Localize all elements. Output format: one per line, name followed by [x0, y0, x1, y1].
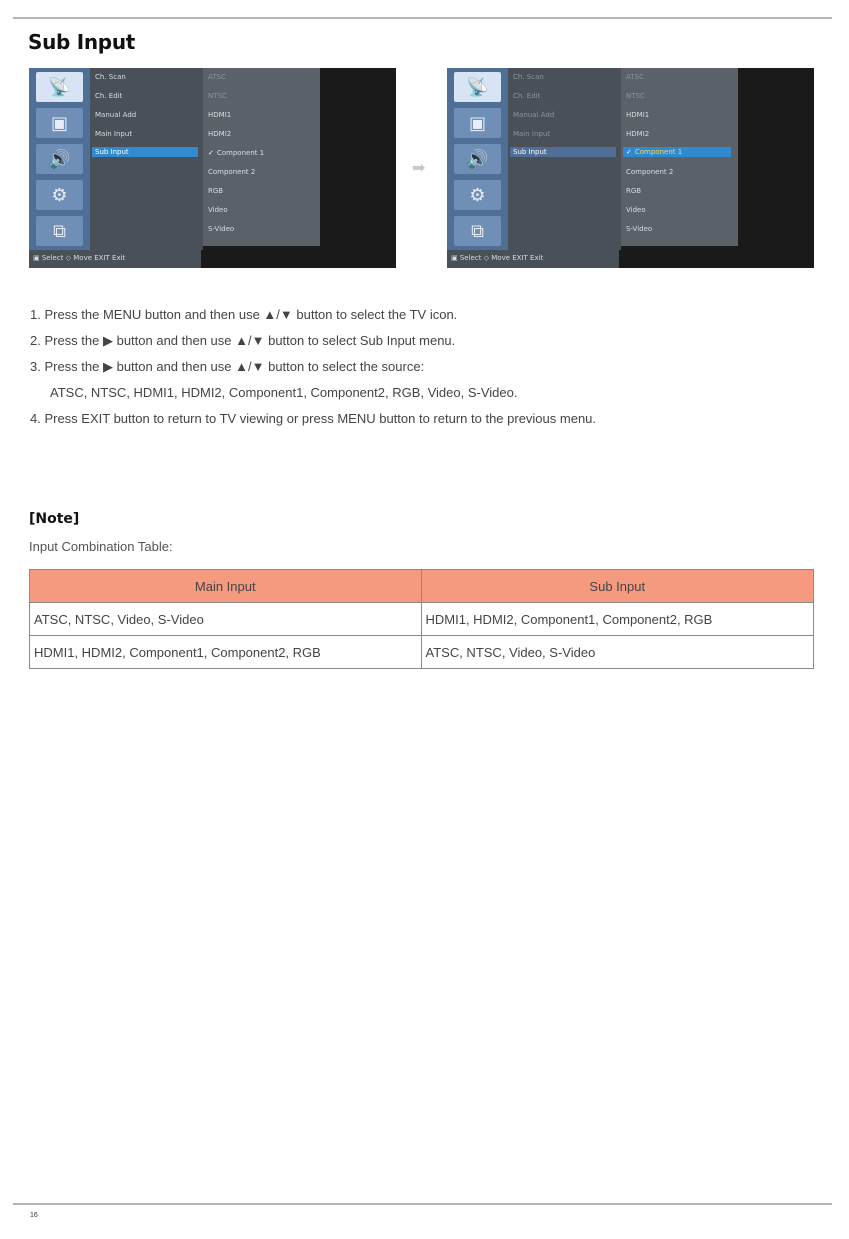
menu-icon-column — [447, 68, 508, 250]
source-hdmi2: HDMI2 — [626, 130, 650, 138]
note-subtitle: Input Combination Table: — [29, 539, 173, 554]
step-3: 3. Press the ▶ button and then use ▲/▼ button to select the source: — [30, 359, 425, 374]
settings-icon: ⚙ — [36, 180, 83, 210]
table-cell: ATSC, NTSC, Video, S-Video — [30, 603, 422, 636]
source-atsc: ATSC — [626, 73, 644, 81]
menu-item-ch-edit: Ch. Edit — [95, 92, 123, 100]
antenna-icon: 📡 — [454, 72, 501, 102]
table-row — [30, 636, 814, 669]
sound-icon: 🔊 — [36, 144, 83, 174]
menu-item-sub-input: Sub Input — [92, 147, 198, 157]
menu-screenshot-after — [447, 68, 814, 268]
source-video: Video — [208, 206, 228, 214]
menu-item-sub-input: Sub Input — [510, 147, 616, 157]
step-1: 1. Press the MENU button and then use ▲/▼ button to select the TV icon. — [30, 307, 458, 322]
page-title: Sub Input — [28, 30, 136, 54]
source-component2: Component 2 — [626, 168, 674, 176]
menu-item-ch-edit: Ch. Edit — [513, 92, 541, 100]
step-2: 2. Press the ▶ button and then use ▲/▼ button to select Sub Input menu. — [30, 333, 456, 348]
source-video: Video — [626, 206, 646, 214]
step-4: 4. Press EXIT button to return to TV viewing or press MENU button to return to the previous menu. — [30, 411, 597, 426]
antenna-icon: 📡 — [36, 72, 83, 102]
menu-help-bar: ▣ Select ◇ Move EXIT Exit — [29, 250, 201, 268]
instruction-steps — [30, 302, 596, 432]
source-component1: ✓ Component 1 — [623, 147, 731, 157]
picture-icon: ▣ — [454, 108, 501, 138]
bottom-rule — [13, 1203, 832, 1205]
tv-submenu — [508, 68, 621, 250]
menu-item-ch-scan: Ch. Scan — [95, 73, 126, 81]
step-3-sources: ATSC, NTSC, HDMI1, HDMI2, Component1, Component2, RGB, Video, S-Video. — [50, 385, 518, 400]
pip-icon: ⧉ — [36, 216, 83, 246]
source-ntsc: NTSC — [208, 92, 227, 100]
menu-screenshot-before — [29, 68, 396, 268]
table-cell: HDMI1, HDMI2, Component1, Component2, RGB — [30, 636, 422, 669]
input-combination-table — [29, 569, 814, 669]
source-hdmi1: HDMI1 — [626, 111, 650, 119]
source-list — [203, 68, 320, 246]
check-icon: ✓ — [626, 148, 632, 156]
settings-icon: ⚙ — [454, 180, 501, 210]
source-atsc: ATSC — [208, 73, 226, 81]
menu-help-bar: ▣ Select ◇ Move EXIT Exit — [447, 250, 619, 268]
source-hdmi1: HDMI1 — [208, 111, 232, 119]
menu-item-manual-add: Manual Add — [95, 111, 137, 119]
table-cell: ATSC, NTSC, Video, S-Video — [421, 636, 814, 669]
note-heading: [Note] — [29, 511, 80, 527]
source-s-video: S-Video — [208, 225, 235, 233]
menu-item-main-input: Main Input — [95, 130, 133, 138]
header-sub-input: Sub Input — [421, 570, 814, 603]
table-cell: HDMI1, HDMI2, Component1, Component2, RGB — [421, 603, 814, 636]
menu-icon-column — [29, 68, 90, 250]
menu-item-ch-scan: Ch. Scan — [513, 73, 544, 81]
pip-icon: ⧉ — [454, 216, 501, 246]
source-hdmi2: HDMI2 — [208, 130, 232, 138]
table-header-row — [30, 570, 814, 603]
picture-icon: ▣ — [36, 108, 83, 138]
source-rgb: RGB — [626, 187, 642, 195]
top-rule — [13, 17, 832, 19]
source-component1: ✓ Component 1 — [208, 149, 265, 157]
source-list — [621, 68, 738, 246]
table-row — [30, 603, 814, 636]
tv-submenu — [90, 68, 203, 250]
source-rgb: RGB — [208, 187, 224, 195]
arrow-right-icon: ➡ — [412, 158, 426, 177]
check-icon: ✓ — [208, 149, 214, 157]
source-component2: Component 2 — [208, 168, 256, 176]
source-s-video: S-Video — [626, 225, 653, 233]
page-number: 16 — [30, 1212, 38, 1219]
source-ntsc: NTSC — [626, 92, 645, 100]
menu-item-main-input: Main Input — [513, 130, 551, 138]
sound-icon: 🔊 — [454, 144, 501, 174]
header-main-input: Main Input — [30, 570, 422, 603]
menu-item-manual-add: Manual Add — [513, 111, 555, 119]
